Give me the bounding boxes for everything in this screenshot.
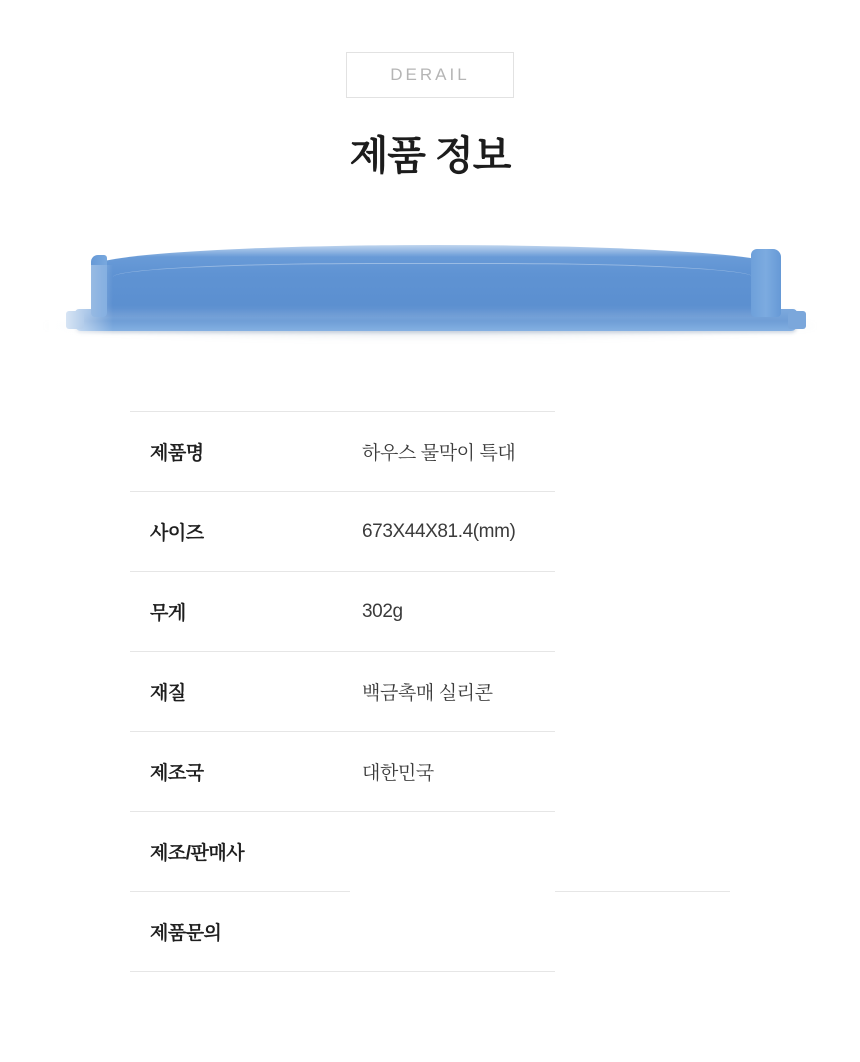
spec-value xyxy=(555,812,730,892)
product-image-inner xyxy=(25,223,835,373)
spec-value: 백금촉매 실리콘 xyxy=(350,652,555,732)
page-title: 제품 정보 xyxy=(349,134,511,178)
table-row xyxy=(130,652,730,732)
spec-value: 하우스 물막이 특대 xyxy=(350,412,555,492)
spec-gap xyxy=(350,812,555,892)
table-row xyxy=(130,572,730,652)
spec-label: 제조/판매사 xyxy=(130,812,350,892)
table-row xyxy=(130,892,730,972)
product-right-cap xyxy=(751,249,781,317)
table-row xyxy=(130,412,730,492)
spec-value: 대한민국 xyxy=(350,732,555,812)
product-top-highlight xyxy=(95,245,777,257)
spec-value: 673X44X81.4(mm) xyxy=(350,492,555,572)
spec-value: 302g xyxy=(350,572,555,652)
spec-label: 무게 xyxy=(130,572,350,652)
table-row xyxy=(130,812,730,892)
table-row xyxy=(130,492,730,572)
product-inner-line xyxy=(113,263,753,314)
spec-label: 재질 xyxy=(130,652,350,732)
spec-label: 제품문의 xyxy=(130,892,350,972)
table-row xyxy=(130,732,730,812)
badge-container xyxy=(0,0,860,98)
spec-table xyxy=(130,411,730,972)
spec-label: 제품명 xyxy=(130,412,350,492)
detail-badge xyxy=(346,52,514,98)
spec-label: 제조국 xyxy=(130,732,350,812)
spec-label: 사이즈 xyxy=(130,492,350,572)
detail-badge-label: DERAIL xyxy=(390,65,470,84)
spec-value xyxy=(350,892,555,972)
product-image xyxy=(0,223,860,373)
product-light-glow xyxy=(49,265,113,347)
